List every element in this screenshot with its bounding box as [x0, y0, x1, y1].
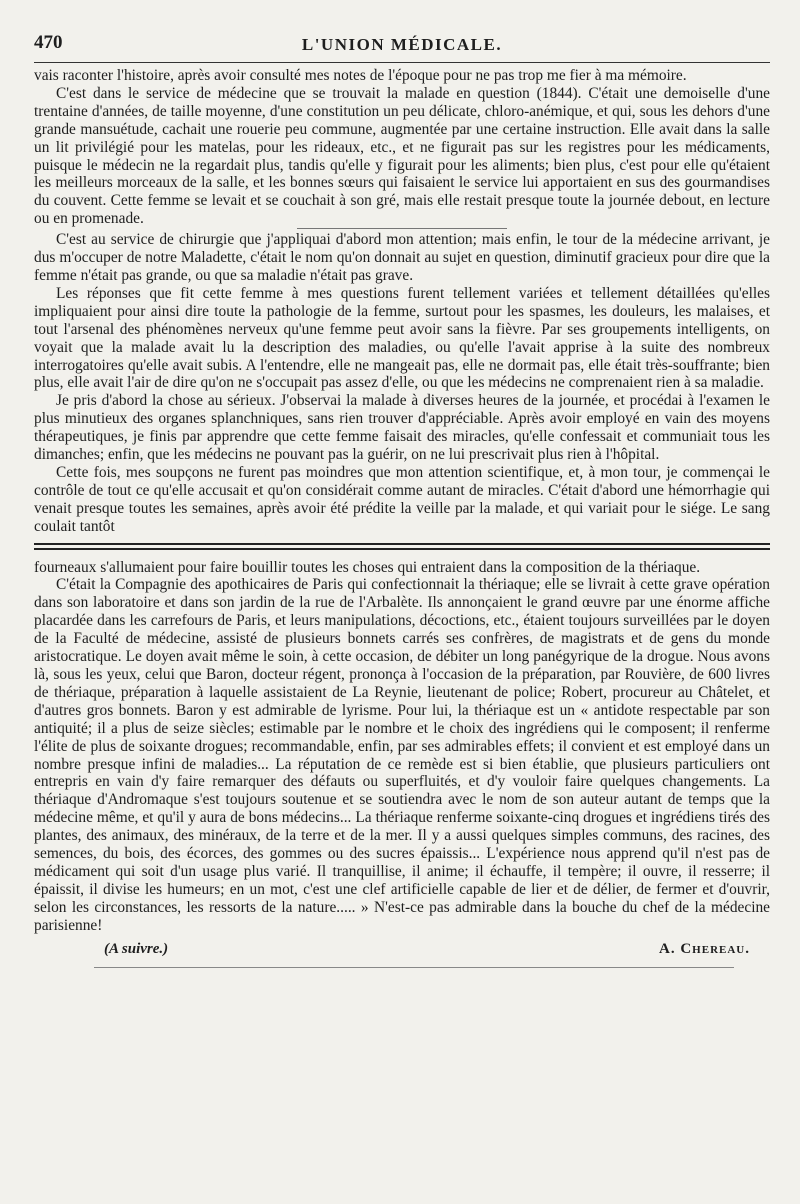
signature-line [34, 941, 770, 963]
author-signature: A. Chereau. [659, 940, 750, 957]
paragraph: Cette fois, mes soupçons ne furent pas moindres que mon attention scientifique, et, à mon tour, je commençai le contrôle de tout ce qu'elle accusait et qu'on considérait comme autant de miracles. C'était d'abord une hémorrhagie qui venait presque toutes les semaines, après avoir été prédite la veille par la malade, et qui variait pour le siége. Le sang coulait tantôt [34, 463, 770, 535]
paragraph: C'est au service de chirurgie que j'appliquai d'abord mon attention; mais enfin, le tour de la médecine arrivant, je dus m'occuper de notre Maladette, c'était le nom qu'on donnait au sujet en question, diminutif gracieux pour dire que la femme n'était pas grande, ou que sa maladie n'était pas grave. [34, 231, 770, 284]
paragraph: fourneaux s'allumaient pour faire bouillir toutes les choses qui entraient dans la composition de la thériaque. [34, 558, 701, 576]
paragraph: vais raconter l'histoire, après avoir consulté mes notes de l'époque pour ne pas trop me fier à ma mémoire. [34, 67, 687, 84]
running-title: L'UNION MÉDICALE. [301, 35, 503, 54]
header-rule [34, 62, 770, 63]
paragraph: C'était la Compagnie des apothicaires de Paris qui confectionnait la thériaque; elle se livrait à cette grave opération dans son laboratoire et dans son jardin de la rue de l'Arbalète. Ils annonçaient le grand œuvre par une énorme affiche placardée dans les carrefours de Paris, et leurs manipulations, décoctions, etc., étaient toujours surveillées par le doyen de la Faculté de médecine, assisté de plusieurs bonnets carrés ses confrères, de magistrats et de gens du monde aristocratique. Le doyen avait même le soin, à cette occasion, de débiter un long panégyrique de la drogue. Nous avons là, sous les yeux, celui que Baron, docteur régent, prononça à l'occasion de la préparation, par Rouvière, de 600 livres de thériaque, préparation à laquelle assistaient de La Reynie, lieutenant de police; Robert, procureur au Châtelet, et d'autres gros bonnets. Baron y est admirable de lyrisme. Pour lui, la thériaque est un « antidote respectable par son antiquité; il a plus de seize siècles; estimable par le nombre et le choix des ingrédiens qui le composent; il renferme l'élite de plus de soixante drogues; recommandable, enfin, par ses admirables effets; il convient et est employé dans un nombre presque infini de maladies... La réputation de ce remède est si bien établie, que plusieurs particuliers ont entrepris en vain d'y faire remarquer des défauts ou superfluités, et d'y vouloir faire quelques changements. La thériaque d'Andromaque s'est toujours soutenue et se soutiendra avec le nom de son auteur autant de temps que la médecine même, et qu'il y aura de bons médecins... La thériaque renferme soixante-cinq drogues et ingrédiens tirés des plantes, des animaux, des minéraux, de la terre et de la mer. Il y a aussi quelques simples communs, des racines, des semences, du bois, des écorces, des gommes ou des sucres épaissis... L'expérience nous apprend qu'il n'est pas de médicament qui soit d'un usage plus varié. Il tranquillise, il anime; il échauffe, il tempère; il ouvre, il resserre; il épaissit, il divise les humeurs; en un mot, c'est une clef artificielle capable de lier et de délier, de fermer et d'ouvrir, selon les circonstances, les ressorts de la nature..... » N'est-ce pas admirable dans la bouche du chef de la médecine parisienne! [34, 576, 770, 934]
paragraph: C'est dans le service de médecine que se trouvait la malade en question (1844). C'était une demoiselle d'une trentaine d'années, de taille moyenne, d'une constitution un peu délicate, chloro-anémique, et qui, sous les dehors d'une grande mansuétude, cachait une rouerie peu commune, augmentée par une certaine instruction. Elle avait dans la salle un lit privilégié pour les matelas, pour les rideaux, etc., et ne figurait pas sur les registres pour les médicaments, puisque le médecin ne la regardait plus, tandis qu'elle y figurait pour les aliments; bien plus, c'est pour elle qu'étaient les meilleurs morceaux de la salle, et les bonnes sœurs qui faisaient le service lui apportaient en sus des gourmandises du couvent. Cette femme se levait et se couchait à son gré, mais elle restait presque toute la journée debout, en lecture ou en promenade. [34, 84, 770, 228]
section-separator [34, 543, 770, 550]
page-number: 470 [34, 32, 63, 53]
divider [297, 228, 507, 229]
paragraph: Je pris d'abord la chose au sérieux. J'observai la malade à diverses heures de la journée, et procédai à l'examen le plus minutieux des organes splanchniques, sans rien trouver d'appréciable. Après avoir employé en vain des moyens thérapeutiques, je finis par apprendre que cette femme faisait des miracles, qu'elle confessait et communiait tous les dimanches; enfin, que les médecins ne pouvant pas la guérir, on ne lui prescrivait plus rien à l'hôpital. [34, 392, 770, 464]
article-lower-column [34, 559, 770, 935]
page-header [34, 30, 770, 62]
footer-rule [94, 967, 734, 968]
article-upper-column [34, 67, 770, 536]
paragraph: Les réponses que fit cette femme à mes questions furent tellement variées et tellement détaillées qu'elles impliquaient pour ainsi dire toute la pathologie de la femme, surtout pour les spasmes, les douleurs, les malaises, et tout l'arsenal des phénomènes nerveux qu'une femme peut avoir sans la fièvre. Par ses groupements intelligents, on voyait que la malade avait lu la description des maladies, ou qu'elle l'avait apprise à la suite des nombreux interrogatoires qu'elle avait subis. A l'entendre, elle ne mangeait pas, elle ne dormait pas, elle était très-souffrante; bien plus, elle avait l'air de dire qu'on ne s'occupait pas assez d'elle, ou que les médecins ne comprenaient rien à sa maladie. [34, 284, 770, 392]
to-follow-note: (A suivre.) [104, 940, 169, 957]
